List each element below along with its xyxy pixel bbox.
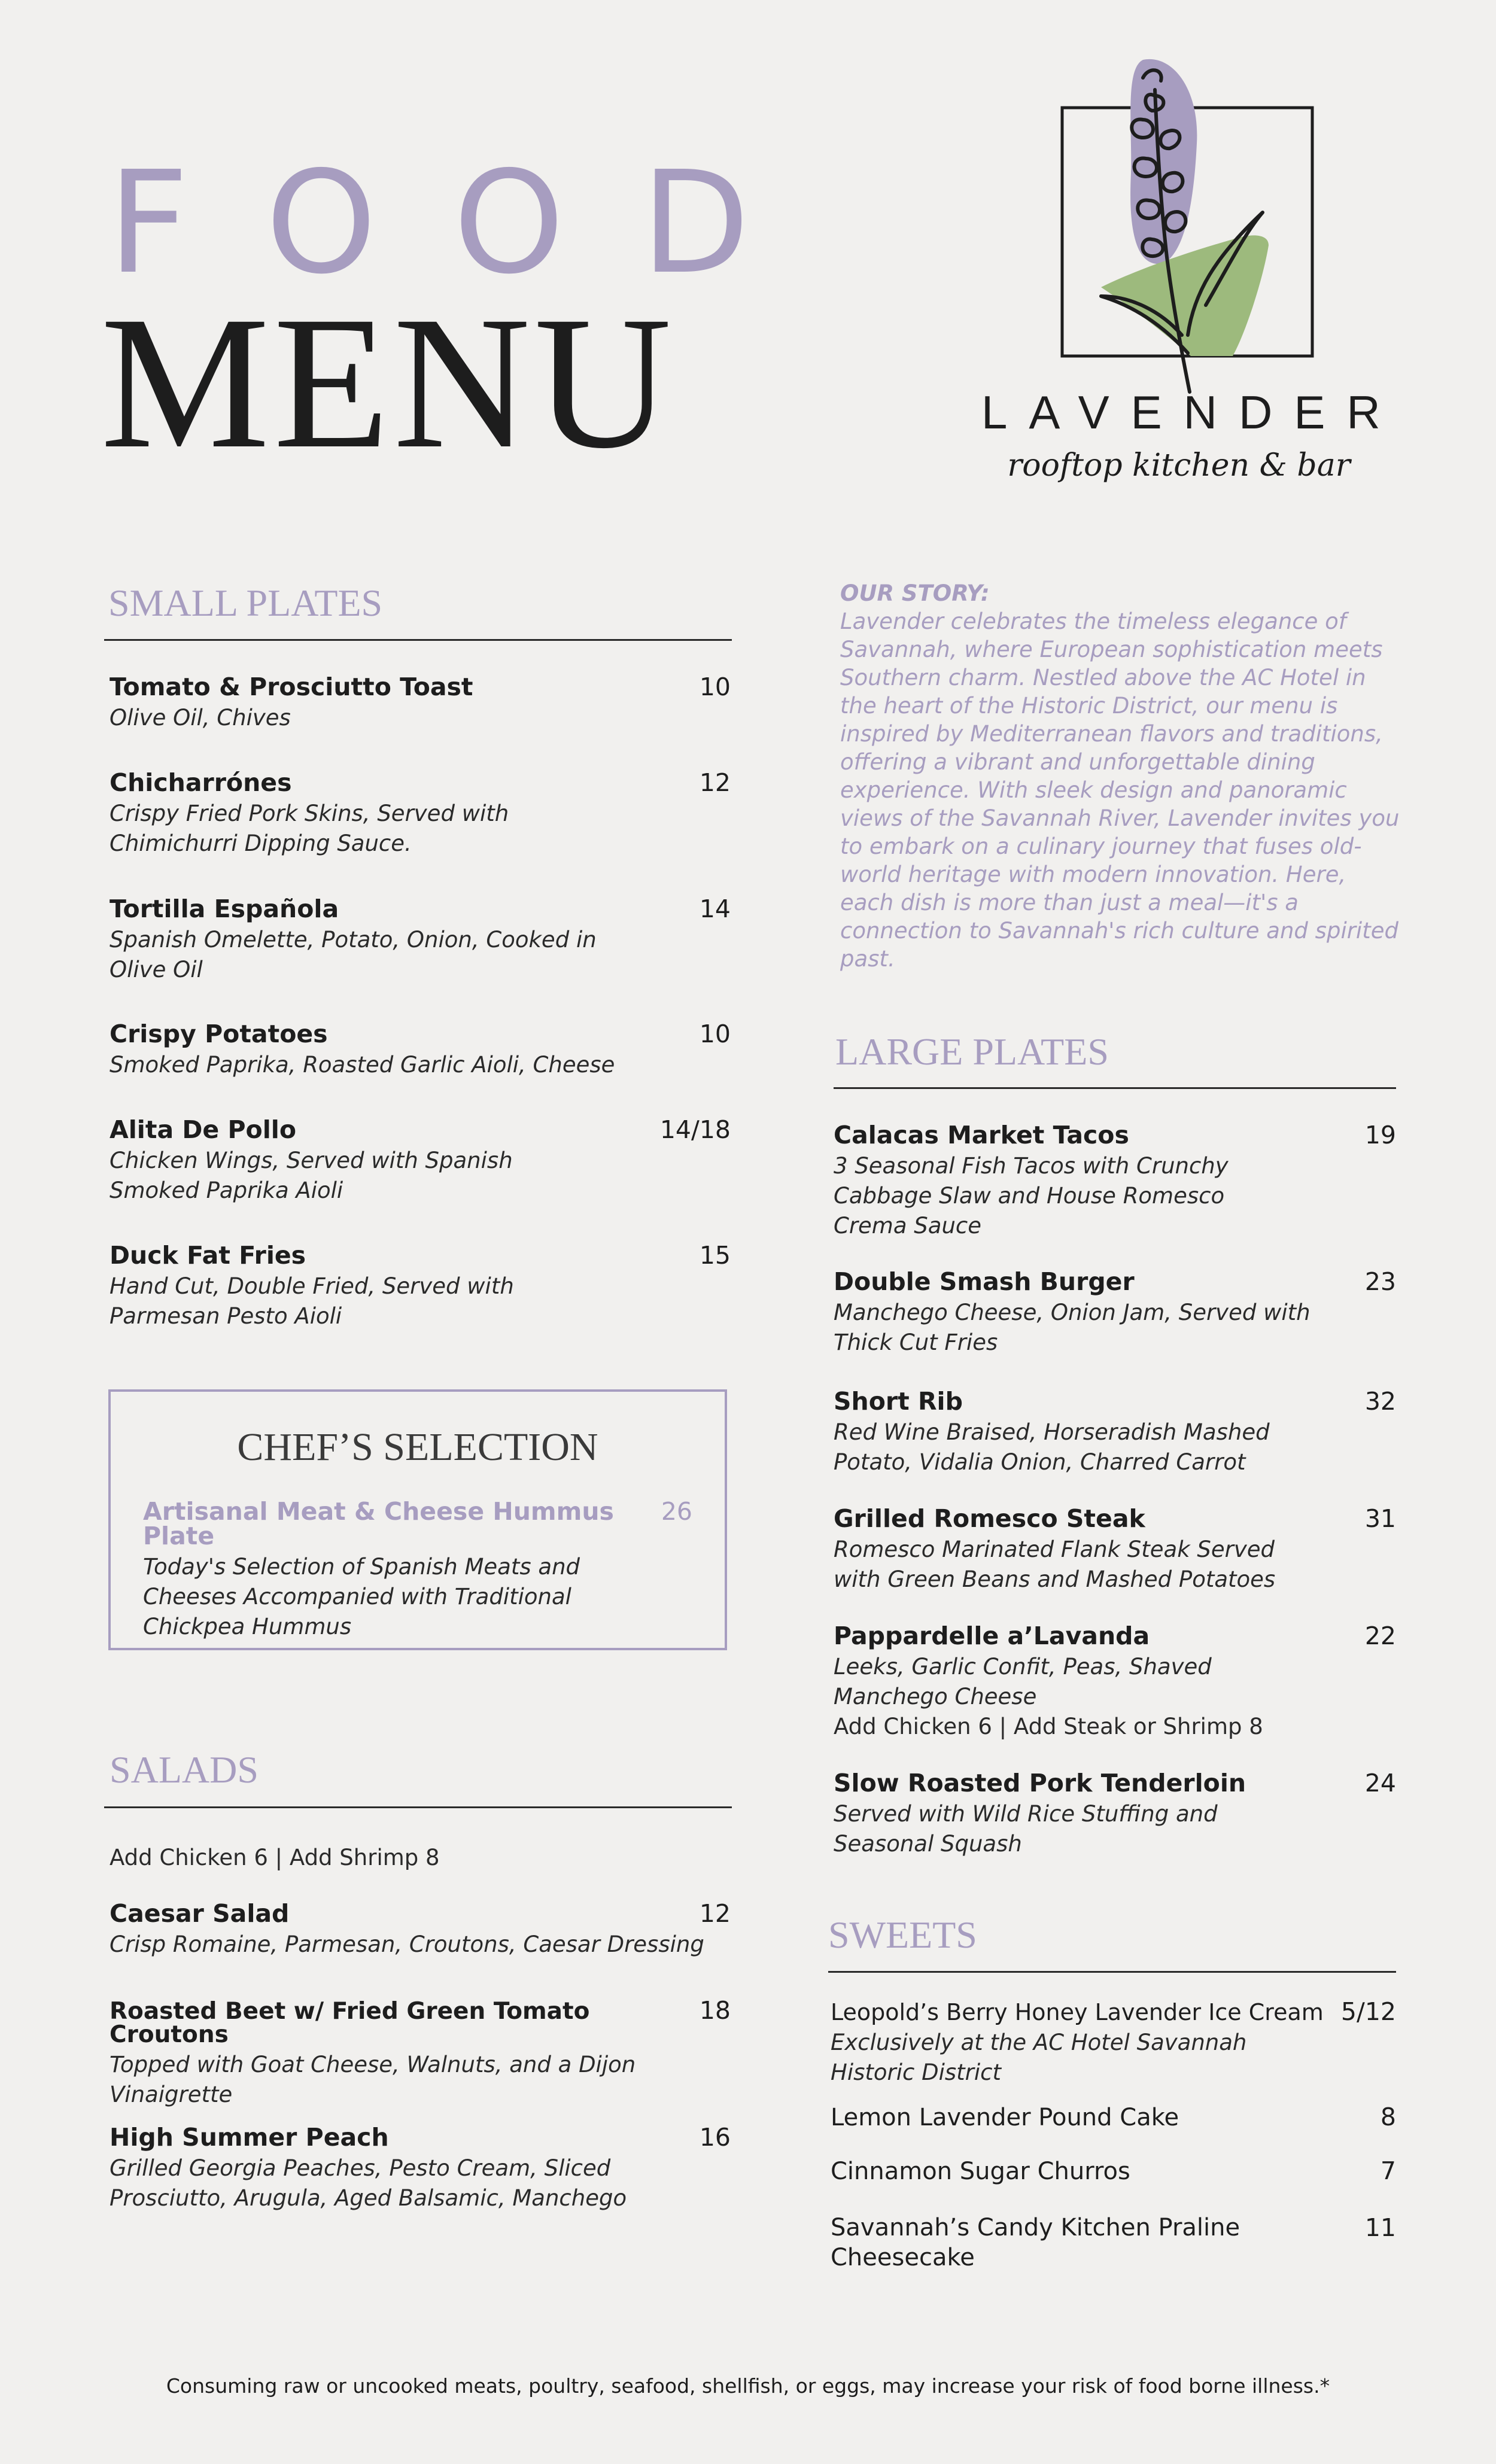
item-description: Chicken Wings, Served with Spanish Smoked Paprika Aioli [110,1148,513,1203]
item-price: 19 [1364,1121,1396,1149]
item-name: Crispy Potatoes [110,1020,328,1048]
item-description: Grilled Georgia Peaches, Pesto Cream, Sliced Prosciutto, Arugula, Aged Balsamic, Manchego [110,2155,627,2211]
menu-item [831,2213,1396,2273]
menu-item [110,1899,731,1960]
menu-item [831,2105,1396,2130]
menu-item [110,768,731,859]
item-name: Roasted Beet w/ Fried Green Tomato Croutons [110,1998,590,2048]
sweets-rule [828,1971,1396,1973]
item-name: Slow Roasted Pork Tenderloin [834,1769,1246,1797]
item-name: Chicharrónes [110,768,292,797]
menu-item [143,1499,692,1642]
item-price: 23 [1364,1267,1396,1296]
logo-name: LAVENDER [981,386,1402,439]
item-price: 15 [699,1241,731,1270]
item-name: High Summer Peach [110,2123,389,2152]
item-price: 22 [1364,1622,1396,1650]
small-plates-title: SMALL PLATES [108,582,383,624]
our-story-text: Lavender celebrates the timeless elegance of Savannah, where European sophistication meets Southern charm. Nestled above the AC Hotel in the heart of the Historic District, our menu is inspired by Mediterranean flavors and traditions, offering a vibrant and unforgettable dining experience. With sleek design and panoramic views of the Savannah River, Lavender invites you to embark on a culinary journey that fuses old-world heritage with modern innovation. Here, each dish is more than just a meal—it's a connection to Savannah's rich culture and spirited past. [840,609,1400,972]
item-description: Spanish Omelette, Potato, Onion, Cooked in Olive Oil [110,927,597,982]
item-price: 10 [699,673,731,701]
item-description: Today's Selection of Spanish Meats and Cheeses Accompanied with Traditional Chickpea Hummus [143,1554,580,1639]
logo-tagline: rooftop kitchen & bar [1007,448,1351,483]
menu-item [110,1022,731,1080]
item-price: 18 [699,1996,731,2025]
item-price: 8 [1380,2103,1396,2131]
item-name: Tomato & Prosciutto Toast [110,673,473,701]
menu-item [110,675,731,733]
item-addons: Add Chicken 6 | Add Steak or Shrimp 8 [834,1714,1263,1739]
item-description: 3 Seasonal Fish Tacos with Crunchy Cabbage Slaw and House Romesco Crema Sauce [834,1153,1229,1239]
item-name: Double Smash Burger [834,1267,1135,1296]
item-name: Lemon Lavender Pound Cake [831,2104,1179,2131]
item-name: Duck Fat Fries [110,1241,306,1270]
item-description: Olive Oil, Chives [110,705,291,731]
item-description: Romesco Marinated Flank Steak Served with Green Beans and Mashed Potatoes [834,1537,1276,1592]
our-story [840,579,1403,973]
item-name: Calacas Market Tacos [834,1121,1129,1149]
item-price: 14 [699,895,731,923]
item-price: 16 [699,2123,731,2152]
item-name: Leopold’s Berry Honey Lavender Ice Cream [831,1999,1324,2025]
salads-title: SALADS [110,1748,259,1791]
item-name: Savannah’s Candy Kitchen Praline Cheesecake [831,2214,1240,2271]
item-price: 32 [1364,1387,1396,1416]
item-description: Red Wine Braised, Horseradish Mashed Potato, Vidalia Onion, Charred Carrot [834,1419,1270,1475]
item-price: 12 [699,1899,731,1928]
chefs-selection-box [108,1389,727,1650]
chefs-selection-title: CHEF’S SELECTION [237,1425,598,1469]
menu-item [110,897,731,985]
item-name: Short Rib [834,1387,963,1416]
menu-item [831,1997,1396,2088]
item-name: Cinnamon Sugar Churros [831,2158,1130,2185]
sweets-title: SWEETS [828,1914,977,1956]
item-description: Exclusively at the AC Hotel Savannah Historic District [831,2030,1247,2085]
item-description: Crispy Fried Pork Skins, Served with Chimichurri Dipping Sauce. [110,801,509,856]
item-description: Topped with Goat Cheese, Walnuts, and a Dijon Vinaigrette [110,2052,636,2107]
item-description: Leeks, Garlic Confit, Peas, Shaved Manchego Cheese [834,1654,1212,1709]
item-description: Smoked Paprika, Roasted Garlic Aioli, Cheese [110,1052,615,1078]
item-price: 11 [1364,2213,1396,2242]
menu-item [110,1243,731,1331]
item-description: Served with Wild Rice Stuffing and Seasonal Squash [834,1801,1218,1857]
menu-item [834,1267,1396,1358]
salads-rule [104,1806,732,1808]
menu-item [834,1504,1396,1595]
menu-item [834,1624,1396,1742]
food-heading: FOOD [108,141,826,305]
item-price: 31 [1364,1504,1396,1533]
menu-item [834,1389,1396,1477]
item-price: 5/12 [1340,1997,1396,2026]
menu-item [110,2125,731,2213]
lavender-logo-icon [1053,54,1340,413]
item-name: Grilled Romesco Steak [834,1504,1145,1533]
item-name: Caesar Salad [110,1899,290,1928]
item-name: Tortilla Española [110,895,339,923]
menu-item [834,1123,1396,1241]
item-price: 14/18 [659,1115,731,1144]
small-plates-rule [104,639,732,641]
item-name: Pappardelle a’Lavanda [834,1622,1150,1650]
item-price: 10 [699,1020,731,1048]
menu-heading: MENU [101,277,676,488]
item-price: 7 [1380,2156,1396,2185]
menu-item [831,2156,1396,2185]
item-price: 12 [699,768,731,797]
large-plates-title: LARGE PLATES [835,1030,1109,1073]
salads-addons: Add Chicken 6 | Add Shrimp 8 [110,1845,440,1870]
our-story-heading: OUR STORY: [840,580,990,606]
logo-leaf-shape [1101,235,1269,356]
item-name: Artisanal Meat & Cheese Hummus Plate [143,1497,614,1550]
item-price: 24 [1364,1769,1396,1797]
menu-item [834,1771,1396,1859]
item-description: Manchego Cheese, Onion Jam, Served with Thick Cut Fries [834,1300,1310,1355]
item-price: 26 [661,1497,692,1526]
large-plates-rule [834,1087,1396,1089]
menu-item [110,1998,731,2110]
item-description: Crisp Romaine, Parmesan, Croutons, Caesar Dressing [110,1931,704,1957]
item-description: Hand Cut, Double Fried, Served with Parmesan Pesto Aioli [110,1273,514,1329]
item-name: Alita De Pollo [110,1115,296,1144]
footer-disclaimer: Consuming raw or uncooked meats, poultry, seafood, shellfish, or eggs, may increase your risk of food borne illness.* [166,2374,1330,2398]
menu-item [110,1115,731,1206]
